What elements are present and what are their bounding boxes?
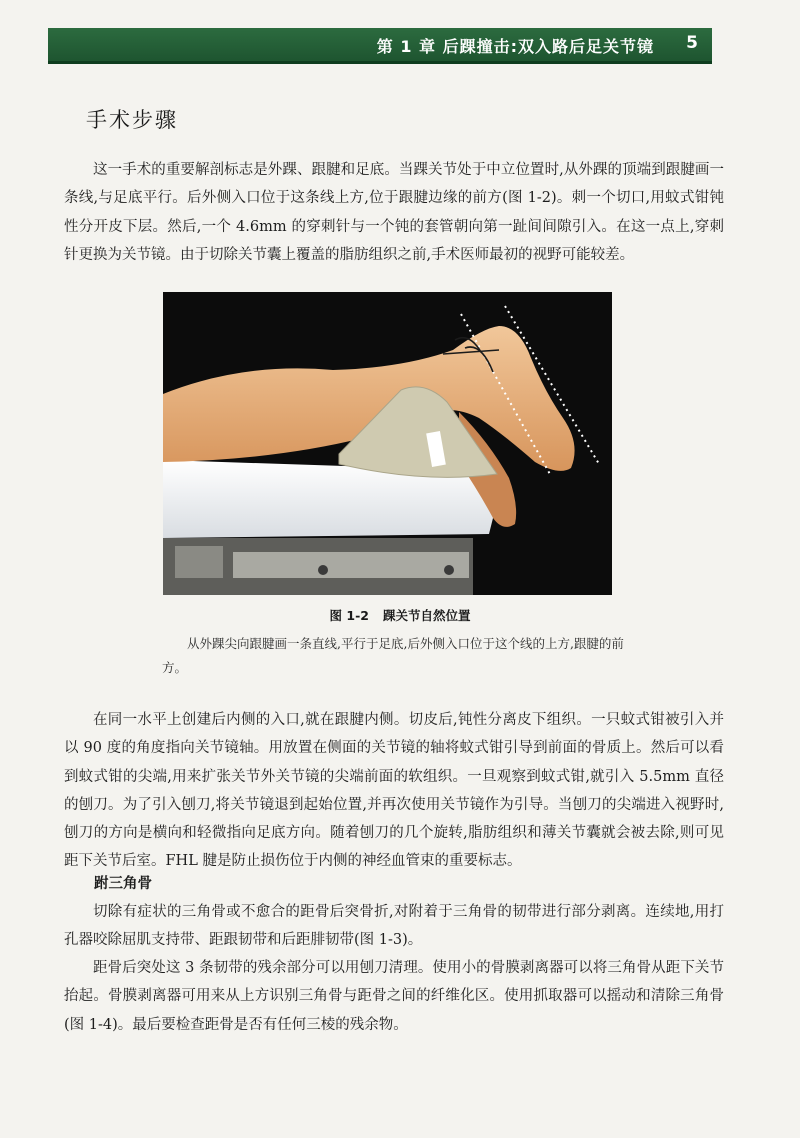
figure-caption: 从外踝尖向跟腱画一条直线,平行于足底,后外侧入口位于这个线的上方,跟腱的前方。	[162, 636, 624, 675]
paragraph-landmarks: 这一手术的重要解剖标志是外踝、跟腱和足底。当踝关节处于中立位置时,从外踝的顶端到跟腱画一条线,与足底平行。后外侧入口位于这条线上方,位于跟腱边缘的前方(图 1-2)。刺一个切口,用蚊式钳钝性分开皮下层。然后,一个 4.6mm 的穿刺针与一个钝的套管朝向第一趾间间隙引入。在这一点上,穿刺针更换为关节镜。由于切除关节囊上覆盖的脂肪组织之前,手术医师最初的视野可能较差。	[64, 162, 724, 263]
figure-1-2-photo	[163, 292, 612, 595]
section-heading: 手术步骤	[86, 108, 178, 132]
figure-label: 图 1-2	[329, 608, 369, 623]
subsection-heading: 跗三角骨	[94, 876, 152, 892]
page-number: 5	[686, 33, 698, 53]
figure-title-text: 踝关节自然位置	[382, 608, 471, 623]
paragraph-ligament-remnants: 距骨后突处这 3 条韧带的残余部分可以用刨刀清理。使用小的骨膜剥离器可以将三角骨从距下关节抬起。骨膜剥离器可用来从上方识别三角骨与距骨之间的纤维化区。使用抓取器可以摇动和清除三角骨(图 1-4)。最后要检查距骨是否有任何三棱的残余物。	[64, 960, 724, 1033]
paragraph-posteromedial-portal: 在同一水平上创建后内侧的入口,就在跟腱内侧。切皮后,钝性分离皮下组织。一只蚊式钳被引入并以 90 度的角度指向关节镜轴。用放置在侧面的关节镜的轴将蚊式钳引导到前面的骨质上。然后可以看到蚊式钳的尖端,用来扩张关节外关节镜的尖端前面的软组织。一旦观察到蚊式钳,就引入 5.5mm 直径的刨刀。为了引入刨刀,将关节镜退到起始位置,并再次使用关节镜作为引导。当刨刀的尖端进入视野时,刨刀的方向是横向和轻微指向足底方向。随着刨刀的几个旋转,脂肪组织和薄关节囊就会被去除,则可见距下关节后室。FHL 腱是防止损伤位于内侧的神经血管束的重要标志。	[64, 712, 724, 870]
running-header-bar	[48, 28, 712, 64]
running-header-title: 第 1 章 后踝撞击:双入路后足关节镜	[376, 37, 654, 56]
figure-title	[0, 606, 800, 624]
paragraph-os-trigonum: 切除有症状的三角骨或不愈合的距骨后突骨折,对附着于三角骨的韧带进行部分剥离。连续地,用打孔器咬除屈肌支持带、距跟韧带和后距腓韧带(图 1-3)。	[64, 904, 724, 949]
